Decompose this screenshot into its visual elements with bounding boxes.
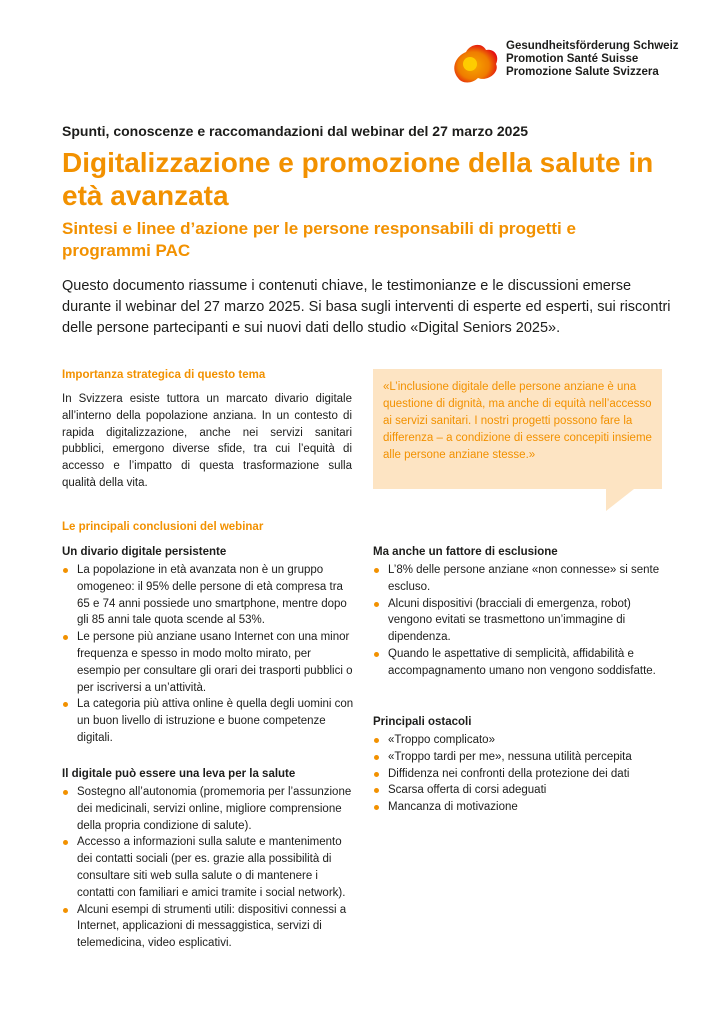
bullet-dot bbox=[374, 652, 379, 657]
intro-paragraph: Questo documento riassume i contenuti chiave, le testimonianze e le discussioni emerse durante il webinar del 27 marzo 2025. Si basa sugli interventi di esperte ed esperti, sui riscontri delle persone partecipanti e sui nuovi dati dello studio «Digital Seniors 2025». bbox=[62, 278, 671, 336]
importance-text: In Svizzera esiste tuttora un marcato divario digitale all’interno della popolazione anziana. In un contesto di rapida digitalizzazione, anche nei servizi sanitari pubblici, emergono diverse sfide, tra cui l’equità di accesso e l’impatto di questa trasformazione sulla qualità della vita. bbox=[62, 393, 352, 489]
bullet-dot bbox=[374, 772, 379, 777]
list-item: L’8% delle persone anziane «non connesse» si sente escluso. bbox=[373, 562, 663, 596]
bullet-list-esclusione bbox=[373, 562, 663, 680]
list-item: Alcuni dispositivi (bracciali di emergenza, robot) vengono evitati se trasmettono un’immagine di dipendenza. bbox=[373, 596, 663, 646]
list-item: Alcuni esempi di strumenti utili: dispositivi connessi a Internet, applicazioni di messaggistica, servizi di telemedicina, video esplicativi. bbox=[62, 902, 354, 952]
list-item: Quando le aspettative di semplicità, affidabilità e accompagnamento umano non vengono soddisfatte. bbox=[373, 646, 663, 680]
list-item: La categoria più attiva online è quella degli uomini con un buon livello di istruzione e buone competenze digitali. bbox=[62, 696, 354, 746]
flame-logo-icon bbox=[448, 38, 504, 86]
bullet-dot bbox=[63, 635, 68, 640]
bullet-dot bbox=[374, 788, 379, 793]
bullet-list-divario bbox=[62, 562, 354, 747]
list-item: Scarsa offerta di corsi adeguati bbox=[373, 782, 663, 799]
conclusions-heading: Le principali conclusioni del webinar bbox=[62, 521, 264, 533]
bullet-dot bbox=[63, 790, 68, 795]
section-title-leva: Il digitale può essere una leva per la salute bbox=[62, 768, 296, 780]
importance-heading: Importanza strategica di questo tema bbox=[62, 369, 266, 381]
bullet-dot bbox=[374, 602, 379, 607]
logo-line-de: Gesundheitsförderung Schweiz bbox=[506, 40, 679, 52]
bullet-list-ostacoli bbox=[373, 732, 663, 816]
document-kicker: Spunti, conoscenze e raccomandazioni dal webinar del 27 marzo 2025 bbox=[62, 123, 529, 139]
list-item: Diffidenza nei confronti della protezione dei dati bbox=[373, 766, 663, 783]
document-title: Digitalizzazione e promozione della salute in età avanzata bbox=[62, 147, 654, 211]
list-item: Mancanza di motivazione bbox=[373, 799, 663, 816]
bullet-dot bbox=[374, 805, 379, 810]
logo-line-fr: Promotion Santé Suisse bbox=[506, 53, 639, 65]
section-title-divario: Un divario digitale persistente bbox=[62, 546, 227, 558]
bullet-dot bbox=[63, 702, 68, 707]
list-item: «Troppo complicato» bbox=[373, 732, 663, 749]
quote-text: «L’inclusione digitale delle persone anziane è una questione di dignità, ma anche di equità nell’accesso ai servizi sanitari. I nostri progetti possono fare la differenza – a condizione di essere concepiti insieme alle persone anziane stesse.» bbox=[383, 381, 652, 461]
list-item: Le persone più anziane usano Internet con una minor frequenza e spesso in modo molto mirato, per esempio per consultare gli orari dei trasporti pubblici o per iscriversi a un’attività. bbox=[62, 629, 354, 696]
section-title-ostacoli: Principali ostacoli bbox=[373, 716, 472, 728]
list-item: La popolazione in età avanzata non è un gruppo omogeneo: il 95% delle persone di età compresa tra 65 e 74 anni possiede uno smartphone, mentre dopo gli 85 anni tale quota scende al 53%. bbox=[62, 562, 354, 629]
bullet-dot bbox=[63, 840, 68, 845]
list-item: Sostegno all’autonomia (promemoria per l’assunzione dei medicinali, servizi online, migliore comprensione della propria condizione di salute). bbox=[62, 784, 354, 834]
quote-tail bbox=[606, 489, 634, 511]
brand-logo bbox=[448, 38, 679, 88]
list-item: «Troppo tardi per me», nessuna utilità percepita bbox=[373, 749, 663, 766]
bullet-dot bbox=[374, 568, 379, 573]
bullet-dot bbox=[374, 755, 379, 760]
bullet-list-leva bbox=[62, 784, 354, 952]
document-subtitle: Sintesi e linee d’azione per le persone responsabili di progetti e programmi PAC bbox=[62, 219, 576, 260]
logo-line-it: Promozione Salute Svizzera bbox=[506, 66, 659, 78]
bullet-dot bbox=[63, 568, 68, 573]
bullet-dot bbox=[374, 738, 379, 743]
bullet-dot bbox=[63, 908, 68, 913]
list-item: Accesso a informazioni sulla salute e mantenimento dei contatti sociali (per es. grazie alla possibilità di consultare siti web sulla salute o di mantenere i contatti con familiari e amici tramite i social network). bbox=[62, 834, 354, 901]
section-title-esclusione: Ma anche un fattore di esclusione bbox=[373, 546, 558, 558]
